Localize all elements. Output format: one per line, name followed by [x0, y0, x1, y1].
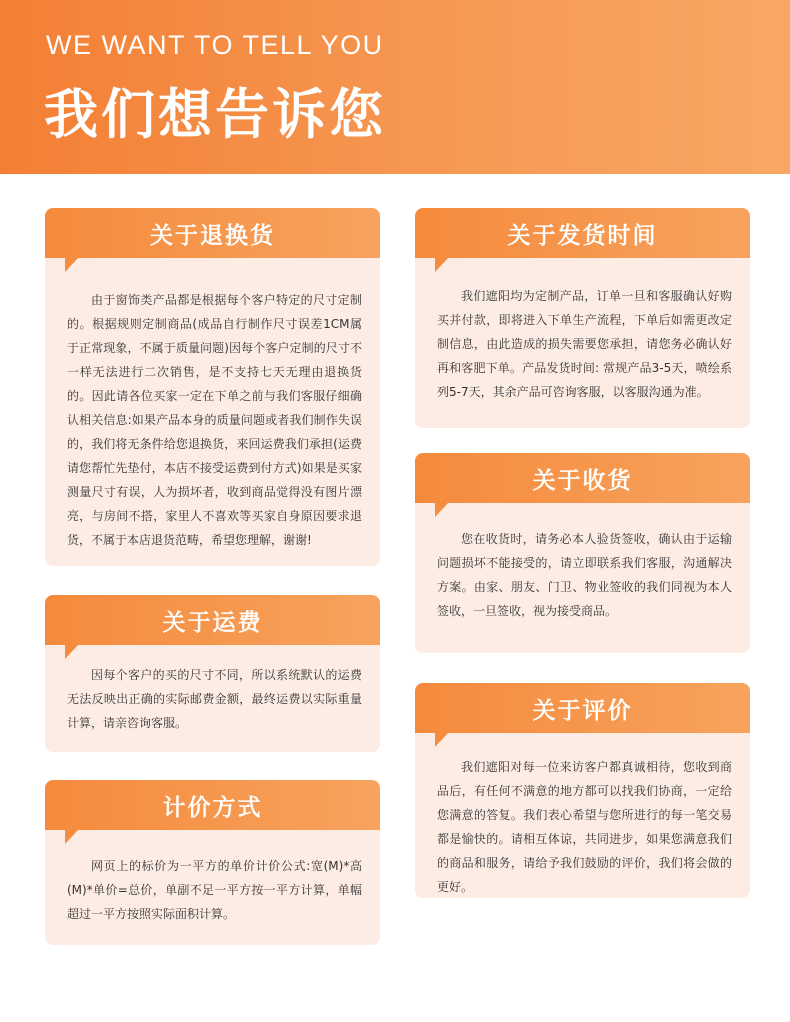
shipping-fee-card	[45, 595, 380, 752]
reviews-card	[415, 683, 750, 898]
header-banner	[0, 0, 790, 174]
delivery-time-card	[415, 208, 750, 428]
header-chinese-title: 我们想告诉您	[44, 83, 386, 146]
pricing-card-title: 计价方式	[45, 780, 380, 830]
reviews-card-title: 关于评价	[415, 683, 750, 733]
returns-card-body: 由于窗饰类产品都是根据每个客户特定的尺寸定制的。根据规则定制商品(成品自行制作尺寸误差1CM属于正常现象，不属于质量问题)因每个客户定制的尺寸不一样无法进行二次销售，是不支持七天无理由退换货的。因此请各位买家一定在下单之前与我们客服仔细确认相关信息:如果产品本身的质量问题或者我们制作失误的，我们将无条件给您退换货，来回运费我们承担(运费请您帮忙先垫付，本店不接受运费到付方式)如果是买家测量尺寸有误，人为损坏者，收到商品觉得没有图片漂亮，与房间不搭，家里人不喜欢等买家自身原因要求退货，不属于本店退货范畴，希望您理解，谢谢!	[67, 293, 362, 547]
title-tail-decoration	[65, 644, 79, 659]
title-tail-decoration	[435, 257, 449, 272]
pricing-card	[45, 780, 380, 945]
returns-card	[45, 208, 380, 566]
reviews-card-body: 我们遮阳对每一位来访客户都真诚相待，您收到商品后，有任何不满意的地方都可以找我们协商，一定给您满意的答复。我们表心希望与您所进行的每一笔交易都是愉快的。请相互体谅，共同进步，如果您满意我们的商品和服务，请给予我们鼓励的评价，我们将会做的更好。	[437, 760, 732, 894]
title-tail-decoration	[65, 257, 79, 272]
shipping-fee-card-title: 关于运费	[45, 595, 380, 645]
delivery-time-card-title: 关于发货时间	[415, 208, 750, 258]
receiving-card-title: 关于收货	[415, 453, 750, 503]
returns-card-title: 关于退换货	[45, 208, 380, 258]
header-english-title: WE WANT TO TELL YOU	[46, 30, 384, 60]
shipping-fee-card-body: 因每个客户的买的尺寸不同，所以系统默认的运费无法反映出正确的实际邮费金额，最终运费以实际重量计算，请亲咨询客服。	[67, 668, 362, 730]
receiving-card-body: 您在收货时，请务必本人验货签收，确认由于运输问题损坏不能接受的，请立即联系我们客服，沟通解决方案。由家、朋友、门卫、物业签收的我们同视为本人签收，一旦签收，视为接受商品。	[437, 532, 732, 618]
title-tail-decoration	[435, 732, 449, 747]
receiving-card	[415, 453, 750, 653]
title-tail-decoration	[435, 502, 449, 517]
title-tail-decoration	[65, 829, 79, 844]
pricing-card-body: 网页上的标价为一平方的单价计价公式:宽(M)*高(M)*单价=总价，单副不足一平方按一平方计算，单幅超过一平方按照实际面积计算。	[67, 859, 362, 921]
delivery-time-card-body: 我们遮阳均为定制产品，订单一旦和客服确认好购买并付款，即将进入下单生产流程，下单后如需更改定制信息，由此造成的损失需要您承担，请您务必确认好再和客肥下单。产品发货时间: 常规产品3-5天，喷绘系列5-7天，其余产品可咨询客服，以客服沟通为准。	[437, 289, 732, 399]
